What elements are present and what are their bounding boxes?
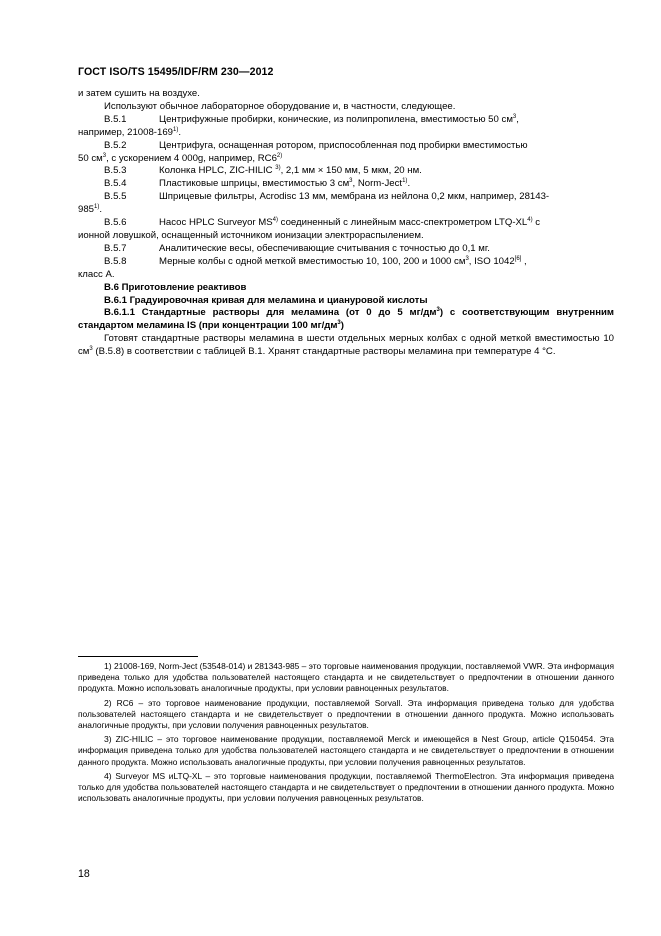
footnote: 4) Surveyor MS иLTQ-XL – это торговые наименования продукции, поставляемой ThermoElectron. Эта информация приведена только для удобства пользователей настоящего стандарта и не свидетельствует о предпочтении в отношении данного продукта. Можно использовать аналогичные продукты, при условии получения равноценных результатов.: [78, 770, 614, 804]
item-continuation: например, 21008-169$^{1)}$.: [78, 126, 182, 138]
footnote: 3) ZIC-HILIC – это торговое наименование продукции, поставляемой Merck и имеющейся в Nest Group, article Q150454. Эта информация приведена только для удобства пользователей настоящего стандарта и не свидетельствует о предпочтении в отношении данного продукта. Можно использовать аналогичные продукты, при условии получения равноценных результатов.: [78, 734, 614, 767]
page-number: 18: [78, 868, 90, 880]
item-text: Насос HPLC Surveyor MS$^{4)}$ соединенный с линейным масс-спектрометром LTQ-XL$^{4)}$ с: [159, 217, 541, 229]
item-text: Центрифужные пробирки, конические, из полипропилена, вместимостью 50 $см^3$,: [159, 113, 519, 125]
item-continuation: 50 $см^3$, с ускорением 4 000g, например, RC6$^{2)}$: [78, 152, 283, 164]
footnote: 2) RC6 – это торговое наименование продукции, поставляемой Sorvall. Эта информация приведена только для удобства пользователей настоящего стандарта и не свидетельствует о предпочтении в отношении данного продукта. Можно использовать аналогичные продукты, при условии получения равноценных результатов.: [78, 697, 614, 731]
item-continuation: класс А.: [78, 268, 115, 280]
list-item: [78, 178, 614, 191]
item-code: B.5.2: [104, 139, 127, 151]
footnote-divider: [78, 656, 198, 657]
item-text: Колонка HPLC, ZIC-HILIC $^{3)}$, 2,1 мм × 150 мм, 5 мкм, 20 нм.: [159, 165, 422, 177]
item-text: Шприцевые фильтры, Acrodisc 13 мм, мембрана из нейлона 0,2 мкм, например, 28143-: [159, 191, 550, 203]
item-code: B.5.1: [104, 113, 127, 125]
list-item: [78, 140, 614, 153]
item-code: B.5.6: [104, 217, 127, 229]
footnote: 1) 21008-169, Norm-Ject (53548-014) и 281343-985 – это торговые наименования продукции, поставляемой VWR. Эта информация приведена только для удобства пользователей настоящего стандарта и не свидетельствует о предпочтении в отношении данного продукта. Можно использовать аналогичные продукты, при условии равноценных результатов.: [78, 661, 614, 694]
section-heading-b6: В.6 Приготовление реактивов: [104, 281, 247, 293]
item-text: Мерные колбы с одной меткой вместимостью 10, 100, 200 и 1000 $см^3$, ISO 1042[6] ,: [159, 255, 527, 267]
item-code: B.5.7: [104, 242, 127, 254]
paragraph-melamine-standards: Готовят стандартные растворы меламина в шести отдельных мерных колбах с одной меткой вместимостью 10 $см^3$ (В.5.8) в соответствии с таблицей В.1. Хранят стандартные растворы меламина при температуре 4 °С.: [78, 333, 614, 358]
list-item: [78, 165, 614, 178]
page-header-standard: ГОСТ ISO/TS 15495/IDF/RM 230—2012: [78, 66, 274, 78]
list-item: [78, 191, 614, 204]
list-item: [78, 243, 614, 256]
document-body: [78, 88, 614, 359]
list-item: [78, 256, 614, 269]
list-item: [78, 114, 614, 127]
section-heading-b61: В.6.1 Градуировочная кривая для меламина и циануровой кислоты: [104, 294, 428, 306]
item-text: Пластиковые шприцы, вместимостью 3 $см^3$, Norm-Ject$^{1)}$.: [159, 178, 411, 190]
item-code: B.5.3: [104, 165, 127, 177]
equipment-intro: Используют обычное лабораторное оборудование и, в частности, следующее.: [104, 100, 456, 112]
item-continuation: 985$^{1)}$.: [78, 204, 103, 216]
item-code: B.5.5: [104, 191, 127, 203]
list-item: [78, 217, 614, 230]
item-code: B.5.8: [104, 255, 127, 267]
footnotes: [78, 656, 614, 807]
item-text: Аналитические весы, обеспечивающие считывания с точностью до 0,1 мг.: [159, 242, 490, 254]
section-heading-b611: В.6.1.1 Стандартные растворы для меламина (от 0 до 5 $мг/дм^3$) с соответствующим внутренним стандартом меламина IS (при концентрации 100 $мг/дм^3$): [78, 307, 614, 332]
item-continuation: ионной ловушкой, оснащенный источником ионизации электрораспылением.: [78, 229, 424, 241]
intro-line: и затем сушить на воздухе.: [78, 88, 200, 99]
item-text: Центрифуга, оснащенная ротором, приспособленная под пробирки вместимостью: [159, 139, 528, 151]
item-code: B.5.4: [104, 178, 127, 190]
